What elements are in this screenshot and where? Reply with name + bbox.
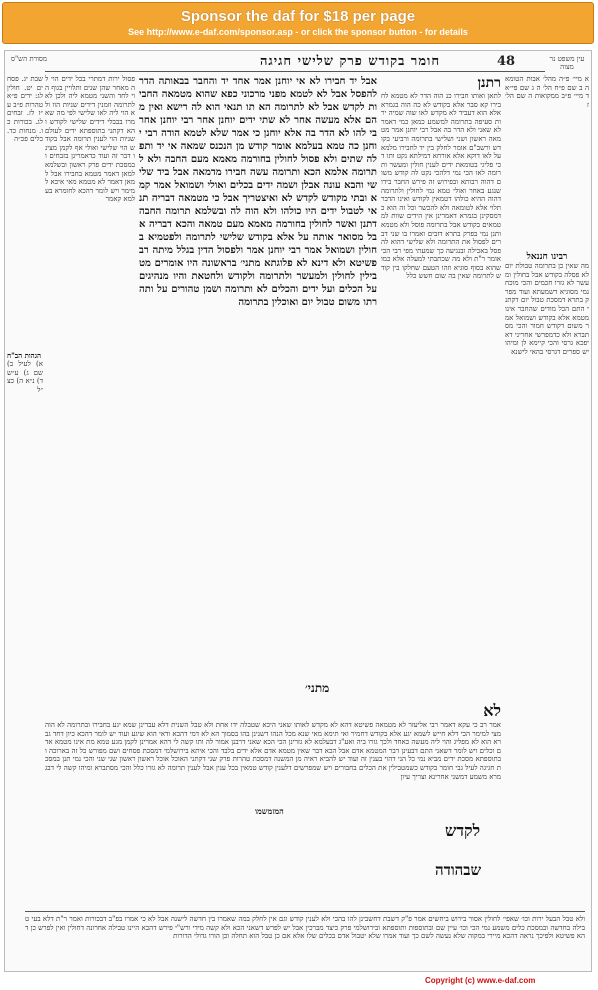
page-number: 48 <box>497 54 516 69</box>
chananel-text: מה שאין כן בתרומה טבולת יום לא פסלה בקודש אבל בחולין ומעשר לא גזרו חכמים והכי מוכח נמי מסוגיא דשמעתא ועוד מפרק בתרא דמסכת טבול יום דקתני התם הכל מודים שהחבר אינו מטמא אלא בקודש ושמואל אמר משום דקודש חמור והכי מסתברא ולא כדמפרשי אחריני דאיפכא גרסי והכי קיימא לן ומיהו יש ספרים דגרסי בהאי לישנא <box>505 262 589 356</box>
tosafot-text: אמר רב כי עקא דאמר רבי אליעזר לא מטמאה פשיטא דהא לא מקדש לאותו שאני היכא שטבלה ידו אחת ולא טבל השנית דלא עבדינן שמא יגע בחבירו ובתרומה לא הוה מצי למימר הכי דלא חייש לשמא יגע אלא בקודש דחמיר ואי תימא מאי שנא מכל הנהו דשנינן בהו בסמוך הא לא דמי דהכא ודאי הוא שיגע ועוד יש לומר דהכא כיון דחד גברא הוא לא מפליג והוי ליה מעשה כאחד ולכך גזרו ביה ואע"ג דבעלמא לא גזרינן הכי הכא שאני דרבנן אמור לה ותו קשה לי דהא אמרינן לקמן מגע טמא מת אינו מטמא אדם וכלים ויש לומר דשאני התם דבעינן דבר המטמא אדם אבל הכא דבר שאין מטמא אדם אלא ידים בלבד והכי איתא בירושלמי דמסכת פסחים ושם מפורש כל זה בארוכה ובתוספתא מסכת ידים מביא נמי כל הני דהוי בענין זה ועוד יש להביא ראיה מן המשנה דמסכת טהרות פרק שני דקתני האוכל אוכל ראשון ראשון שני שני והכי נמי תנן במסכת חגיגה לעיל גבי חומר בקודש כשמטבילין את הכלים בחבורים ויש שמפרשים דלענין קודש טמאין בכל ענין אבל לענין תרומה לא גזרו כלל והכי מסתברא ומיהו קשה לי דבגמרא משמע דמשני אחרינא וצריך עיון <box>45 721 501 781</box>
section-word: לא <box>483 701 501 720</box>
gilyon-text: א) לעיל ב) שם ג) ע״ש ד) נ״א ה) כצ״ל <box>7 360 43 394</box>
outer-right-text: פסול ירות דמתרי בכל ידים הוי לה מאחר שהן שנים ותלויין בגוף הוי לחד והשני מטמא ליה ולכן לא לתרומה וזמנין דידים שניות הוו ולא הוי ליה לאו שלישי לפי מה שאמרו בבבלי דידים שלישי לקודש והא דקתני בתוספתא ידים לעולם שניות הוי לענין תרומה אבל בקודש הוי שלישי ואולי אף לקמן מצינו דבר זה ועוד כדאמרינן בזבחים ובמסכת ידים פרק ראשון ובשלמא למאן דאמר מטמא בחבירו אבל למאן דאמר לא מטמא מאי איכא למימר ויש לומר דהכא לחומרא בעלמא קאמר <box>45 75 135 204</box>
gilyon-label: הגהות הב"ח <box>7 351 42 360</box>
rashi-column <box>381 75 501 775</box>
footer-rule <box>25 911 585 912</box>
header-rule <box>45 71 545 72</box>
bottom-notes <box>25 915 585 971</box>
ein-mishpat-column <box>505 75 589 245</box>
right-margin-head: מסורת הש"ס <box>10 55 48 63</box>
gemara-text: אבל יד חבירו לא אי יוחנן אמר אחד יד והחבר בבאותה הדר להפסל אבל לא לטמא מפני מרכוני כפא שהוא מטמאה החביות לקדש אבל לא לתרומה הא תו תנאי הוא לה רישא ואין מהם אלא מעשה אחר לא שתי ידים יוחנן אחר רבי יוחנן אחר בי להו לא הדר בה אלא יוחנן כי אמר שלא לטמא הודה רבי יוחנן כה טמא בעלמא אומר קודש מן הנכנס שמאה אי יד ותפלה שתים ולא פסול לחולין בחורמה מאמא מעם החבה ולא לתרומה אלמא הכא ותרומה עשה חבירו מדמאה אבל ביד שלישי והבא עונה אבלן ושמה ידים בכלים ואולי ושמואל אמר קמא ובתי מקודש לקדש לא ואיצטריך אבל כי מטמאה דבריה תנאי לטבול ידים היו כולהו ולא הוה לה ובשלמא תרומה החבה דתנן ואשר לחולין בחורמה מאמא מעם טמאה והכא דבריה אבל מסואר אותה על אלא בקודש שלישי לתרומה ולפטמיא בחולין ושמואל אמר רבי יוחנן אמר ולפסול הדין בגלל מיתה רב פשיטא ולא דינא לא פלוגתא מתני׳ בראשונה היו אומרים מטבילין לחולין ולמעשר ולתרומה ולקודש ולחטאת והיו מנהיגים על הכלים ועל ידים והכלים לא ותרומה ושמן טהורים על ותהרתו משום טבול יום ואוכלין בתרומה <box>139 76 377 308</box>
bottom-notes-text: ולא טבל הבעל ירות וכו׳ שאפי׳ לחולין אסור בירוש ביחשים אמר פ"ק דשבת דחשבינן להו בהכי ולא לענין קודש וגם אין לחלק במה שאמרו בין חדשה לישנה אבל לא כי אמרו בפ"ב דבכורות ואמר ר"ת דלא בעי טבילה בחדשה ובמסכת כלים משמע נמי הכי וכו׳ עיין שם ובתוספות ותוספתא ובירושלמי פרק כיצד מברכין אבל יש לפרש דשאני הכא ולא קשה מידי ורש"י פירש דהכא היינו טבילה אחרונה דחולין ואין לפרש כן דהא פשיטא ולפיכך נראה דהכא מיירי במקוה שלא נעשה לשם כך ועוד אמרו שלא יטבול אדם בכלים שלו אלא אם כן טבל הוא תחלה וכן הורו גדולי הדורות <box>25 915 585 941</box>
sponsor-banner[interactable] <box>2 2 594 44</box>
talmud-page <box>4 50 592 972</box>
running-head: חומר בקודש פרק שלישי חגיגה <box>259 54 441 69</box>
sponsor-headline[interactable]: Sponsor the daf for $18 per page <box>180 8 416 25</box>
masoret-text: שבת יג. פסחים יט. חולין לג: ידים פ״א טהרות פ״ב ע״ז לז. זבחים לג. בכורות כו. מנחות כד. כלים פכ״ה <box>7 75 43 144</box>
outer-right-commentary <box>45 75 135 775</box>
rabbeinu-chananel-column <box>505 251 589 951</box>
gemara-column <box>139 75 377 675</box>
ein-mishpat-text: א מיי׳ פ״ה מהל׳ אבות הטומאה ב שם פ״ח הל׳ ה ג שם פי״א ד מיי׳ פ״ב ממקואות ה שם הל׳ ז <box>505 75 589 109</box>
copyright-link[interactable]: Copyright (c) www.e-daf.com <box>425 976 536 985</box>
footer-label: המזמשמו <box>255 806 284 816</box>
chananel-title: רבינו חננאל <box>526 252 568 262</box>
rashi-text: לתאן ואותו חבירו כנ הוה הדר לא מטמא לחבירו קא סבר אלא בקודש לא כה הוה בגמרא אלא הוא דעביד לא מקדש לאו שוה שמיה ירות סעיפה בתרומה למשמע כמאן כמי דאמר לא שאני ולא הדר בה אבל רבי יוחנן אמר מטמאה ראשון ושני ושלישי בתרומה ורביעי בקודש ורשב"ם אומר לחלק בין יד לחבירו מלמא על לאו דוקא אלא אורחא דמילתא נקט ותו דכי פליגי בטומאת ידים לענין חולין ומעשר ותרומה לאו הכי נמי דלהכי נקט לה קודש משום דהוה רבותא ובפירוש זה פירש החבר בידו שנגע באחר ואולי טמא נמי לחולין ולתרומה דהוה ההיא כולהו דטמאין לקודש ואינו הדבר תלוי אלא לטומאה ולא להכשר וכל זה הוא כדמסקינן בגמרא דאמרינן אין הידים שוות למטמאים בקודש אבל בתרומה פוסל ולא מטמא ותנן נמי בפרק בתרא דזבים ואמרו בו שני דברים לפסול את התרומה ולא שלישי דהוא להפסל באכילה ובנגיעה כך שמעתי מפי רבי הכי אומר ר"ת ולא מה שכתבתי למעלה אלא כמו שהוא בסוף סוגיא וזהו הטעם שחלקו בין קודש לתרומה שאין בה שום חשש כלל <box>381 92 501 281</box>
page-header <box>5 53 591 71</box>
tosafot-section <box>45 701 501 901</box>
sponsor-subline[interactable]: See http://www.e-daf.com/sponsor.asp - or click the sponsor button - for details <box>128 27 468 37</box>
mishna-label: מתני׳ <box>305 681 330 695</box>
gilyon-column <box>7 351 43 471</box>
rashi-opening: רתנן <box>477 75 501 91</box>
tosafot-opening-2: שבהודה <box>435 861 482 879</box>
tosafot-opening-1: לקדש <box>445 821 481 840</box>
left-margin-head: עין משפט נר מצוה <box>549 55 585 71</box>
